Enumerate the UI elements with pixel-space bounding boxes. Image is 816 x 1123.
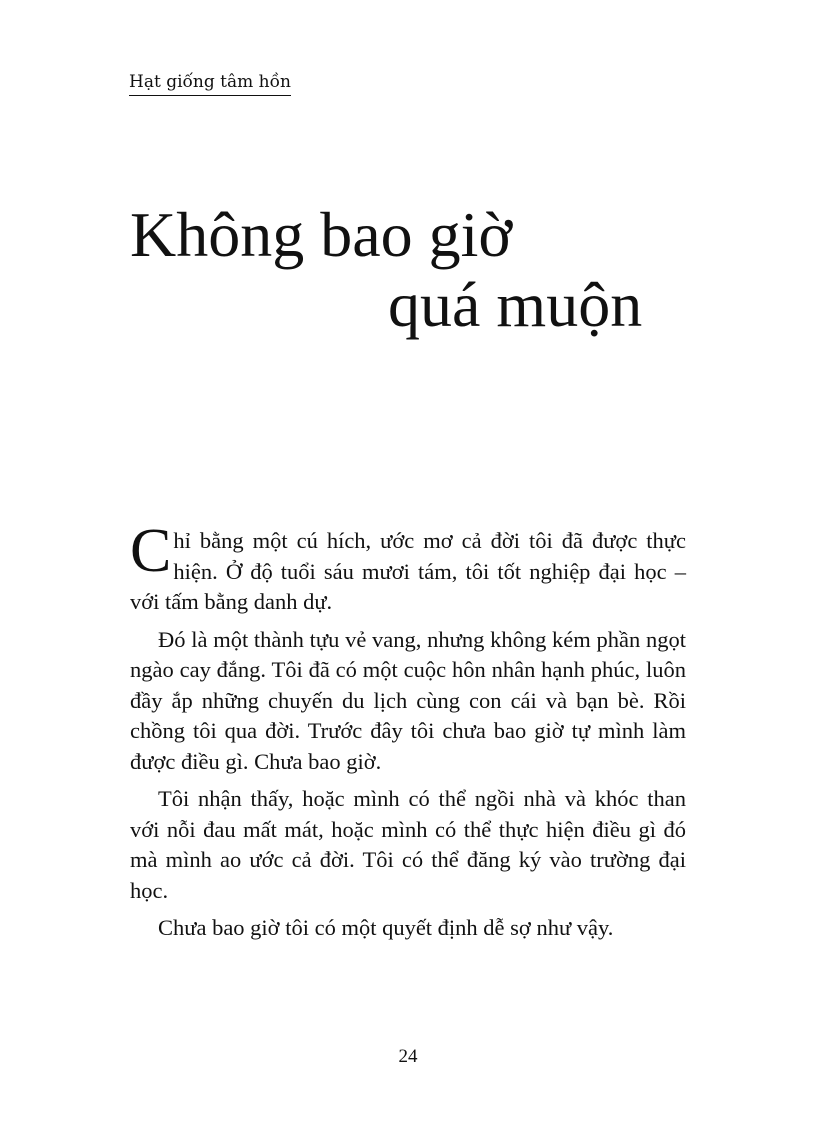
chapter-title-line-1: Không bao giờ [130, 199, 513, 270]
chapter-title [130, 200, 690, 340]
page-number: 24 [398, 1046, 418, 1067]
paragraph-3: Tôi nhận thấy, hoặc mình có thể ngồi nhà và khóc than với nỗi đau mất mát, hoặc mình có thể thực hiện điều gì đó mà mình ao ước cả đời. Tôi có thể đăng ký vào trường đại học. [130, 786, 686, 903]
paragraph-1 [130, 517, 686, 618]
running-header: Hạt giống tâm hồn [129, 72, 291, 96]
paragraph-4: Chưa bao giờ tôi có một quyết định dễ sợ như vậy. [158, 915, 614, 940]
chapter-title-line-2: quá muộn [388, 269, 643, 340]
paragraph-2: Đó là một thành tựu vẻ vang, nhưng không kém phần ngọt ngào cay đắng. Tôi đã có một cuộc hôn nhân hạnh phúc, luôn đầy ắp những chuyến du lịch cùng con cái và bạn bè. Rồi chồng tôi qua đời. Trước đây tôi chưa bao giờ tự mình làm được điều gì. Chưa bao giờ. [130, 626, 686, 774]
body-text [130, 517, 686, 951]
drop-cap: C [130, 517, 172, 585]
paragraph-1-text: hỉ bằng một cú hích, ước mơ cả đời tôi đã được thực hiện. Ở độ tuổi sáu mươi tám, tôi tốt nghiệp đại học – với tấm bằng danh dự. [130, 528, 686, 614]
